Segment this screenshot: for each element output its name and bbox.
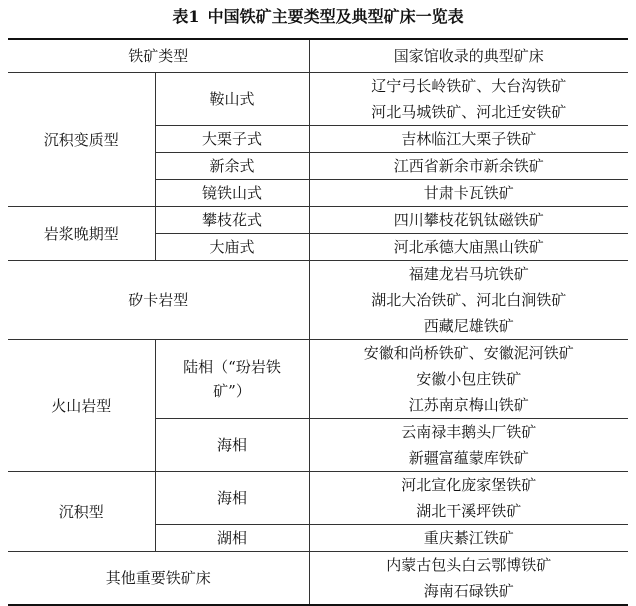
deposit-cell: 湖北干溪坪铁矿 xyxy=(309,498,628,525)
deposit-cell: 西藏尼雄铁矿 xyxy=(309,313,628,340)
deposit-cell: 河北宣化庞家堡铁矿 xyxy=(401,476,537,494)
deposit-cell: 云南禄丰鹅头厂铁矿 xyxy=(401,423,537,441)
group-name: 沉积变质型 xyxy=(8,73,155,207)
subtype-name: 鞍山式 xyxy=(155,73,309,126)
deposit-cell: 吉林临江大栗子铁矿 xyxy=(309,126,628,153)
table-caption: 中国铁矿主要类型及典型矿床一览表 xyxy=(207,7,464,26)
deposit-cell: 江西省新余市新余铁矿 xyxy=(309,153,628,180)
deposit-cell: 江苏南京梅山铁矿 xyxy=(309,392,628,419)
subtype-name: 攀枝花式 xyxy=(155,207,309,234)
subtype-name: 大庙式 xyxy=(155,234,309,261)
deposit-cell: 湖北大冶铁矿、河北白涧铁矿 xyxy=(371,291,567,309)
deposit-cell: 海南石碌铁矿 xyxy=(309,578,628,605)
group-name: 火山岩型 xyxy=(8,340,155,472)
deposit-cell: 新疆富蕴蒙库铁矿 xyxy=(309,445,628,472)
header-ore-type: 铁矿类型 xyxy=(8,39,309,73)
deposit-cell: 甘肃卡瓦铁矿 xyxy=(309,180,628,207)
deposit-cell: 内蒙古包头白云鄂博铁矿 xyxy=(386,556,552,574)
table-title xyxy=(0,4,636,27)
deposit-cell: 河北马城铁矿、河北迁安铁矿 xyxy=(309,99,628,126)
subtype-name: 大栗子式 xyxy=(155,126,309,153)
group-name: 岩浆晚期型 xyxy=(8,207,155,261)
deposit-cell: 四川攀枝花钒钛磁铁矿 xyxy=(309,207,628,234)
subtype-name: 海相 xyxy=(155,472,309,525)
group-name: 沉积型 xyxy=(8,472,155,552)
subtype-name: 陆相（“玢岩铁矿”） xyxy=(155,340,309,419)
iron-ore-table xyxy=(8,38,628,606)
group-name: 其他重要铁矿床 xyxy=(8,552,309,606)
deposit-cell: 福建龙岩马坑铁矿 xyxy=(408,265,529,283)
deposit-cell: 安徽小包庄铁矿 xyxy=(416,370,522,388)
subtype-name: 镜铁山式 xyxy=(155,180,309,207)
deposit-cell: 重庆綦江铁矿 xyxy=(309,525,628,552)
subtype-name: 新余式 xyxy=(155,153,309,180)
subtype-name: 湖相 xyxy=(155,525,309,552)
deposit-cell: 辽宁弓长岭铁矿、大台沟铁矿 xyxy=(371,77,567,95)
table-number: 表1 xyxy=(172,7,200,26)
header-typical-deposits: 国家馆收录的典型矿床 xyxy=(309,39,628,73)
group-name: 矽卡岩型 xyxy=(8,261,309,340)
deposit-cell: 河北承德大庙黑山铁矿 xyxy=(309,234,628,261)
deposit-cell: 安徽和尚桥铁矿、安徽泥河铁矿 xyxy=(363,344,574,362)
subtype-name: 海相 xyxy=(155,419,309,472)
